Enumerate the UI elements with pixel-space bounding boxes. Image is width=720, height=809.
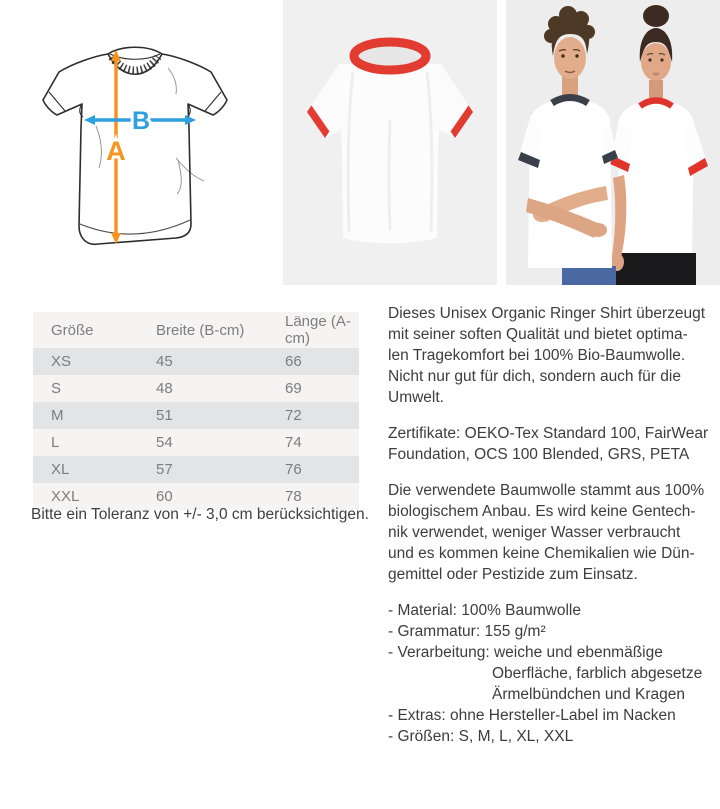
measure-a-label: A bbox=[106, 136, 126, 166]
breite-cell: 54 bbox=[154, 429, 283, 456]
product-description bbox=[388, 303, 720, 762]
description-line: Zertifikate: OEKO-Tex Standard 100, FairWear bbox=[388, 425, 709, 442]
description-line: mit seiner soften Qualität und bietet optima- bbox=[388, 326, 688, 343]
size-table bbox=[33, 312, 359, 510]
size-cell: S bbox=[33, 375, 154, 402]
woman-hair-bun bbox=[643, 5, 669, 27]
description-paragraph bbox=[388, 480, 720, 585]
description-bullet-list bbox=[388, 600, 720, 747]
tolerance-note: Bitte ein Toleranz von +/- 3,0 cm berücksichtigen. bbox=[31, 506, 369, 523]
size-table-row bbox=[33, 402, 359, 429]
laenge-cell: 69 bbox=[283, 375, 359, 402]
breite-cell: 45 bbox=[154, 348, 283, 375]
description-line: Dieses Unisex Organic Ringer Shirt überzeugt bbox=[388, 305, 706, 322]
description-line: nik verwendet, weniger Wasser verbraucht bbox=[388, 524, 681, 541]
man-jeans bbox=[562, 266, 616, 285]
col-header-breite: Breite (B-cm) bbox=[154, 312, 283, 348]
laenge-cell: 76 bbox=[283, 456, 359, 483]
description-line: biologischem Anbau. Es wird keine Gentech- bbox=[388, 503, 696, 520]
tshirt-outline-drawing bbox=[28, 8, 260, 280]
size-cell: XL bbox=[33, 456, 154, 483]
breite-cell: 48 bbox=[154, 375, 283, 402]
size-table-row bbox=[33, 375, 359, 402]
bullet-line: - Material: 100% Baumwolle bbox=[388, 602, 581, 619]
description-line: Die verwendete Baumwolle stammt aus 100% bbox=[388, 482, 705, 499]
bullet-line: - Extras: ohne Hersteller-Label im Nacken bbox=[388, 707, 676, 724]
ringer-shirt-image bbox=[283, 0, 497, 285]
bullet-line: - Größen: S, M, L, XL, XXL bbox=[388, 728, 574, 745]
col-header-laenge: Länge (A-cm) bbox=[283, 312, 359, 348]
size-cell: L bbox=[33, 429, 154, 456]
laenge-cell: 74 bbox=[283, 429, 359, 456]
woman-pants bbox=[616, 253, 696, 285]
product-photo bbox=[283, 0, 497, 285]
breite-cell: 51 bbox=[154, 402, 283, 429]
woman-shirt bbox=[618, 99, 694, 256]
description-line: und es kommen keine Chemikalien wie Dün- bbox=[388, 545, 695, 562]
models-image bbox=[506, 0, 720, 285]
description-line: len Tragekomfort bei 100% Bio-Baumwolle. bbox=[388, 347, 686, 364]
size-cell: XS bbox=[33, 348, 154, 375]
laenge-cell: 72 bbox=[283, 402, 359, 429]
bullet-line: - Verarbeitung: weiche und ebenmäßige bbox=[388, 644, 663, 661]
description-paragraph bbox=[388, 303, 720, 408]
description-line: gemittel oder Pestizide zum Einsatz. bbox=[388, 566, 638, 583]
bullet-line: - Grammatur: 155 g/m² bbox=[388, 623, 546, 640]
size-cell: XXL bbox=[33, 483, 154, 510]
size-table-row bbox=[33, 429, 359, 456]
measure-b-arrowhead-right bbox=[185, 115, 196, 125]
laenge-cell: 66 bbox=[283, 348, 359, 375]
measure-b-label: B bbox=[131, 107, 151, 135]
bullet-line: Oberfläche, farblich abgesetze bbox=[492, 665, 703, 682]
models-photo bbox=[506, 0, 720, 285]
breite-cell: 60 bbox=[154, 483, 283, 510]
size-measurement-diagram bbox=[28, 8, 260, 280]
laenge-cell: 78 bbox=[283, 483, 359, 510]
bullet-line: Ärmelbündchen und Kragen bbox=[492, 686, 686, 703]
breite-cell: 57 bbox=[154, 456, 283, 483]
col-header-groesse: Größe bbox=[33, 312, 154, 348]
size-table-row bbox=[33, 348, 359, 375]
size-cell: M bbox=[33, 402, 154, 429]
man-shirt bbox=[528, 97, 612, 268]
tshirt-body-outline bbox=[43, 54, 227, 244]
description-line: Nicht nur gut für dich, sondern auch für die bbox=[388, 368, 681, 385]
size-table-header-row bbox=[33, 312, 359, 348]
description-paragraph bbox=[388, 423, 720, 465]
description-line: Foundation, OCS 100 Blended, GRS, PETA bbox=[388, 446, 690, 463]
description-line: Umwelt. bbox=[388, 389, 444, 406]
collar-trim bbox=[354, 42, 426, 70]
size-table-row bbox=[33, 456, 359, 483]
